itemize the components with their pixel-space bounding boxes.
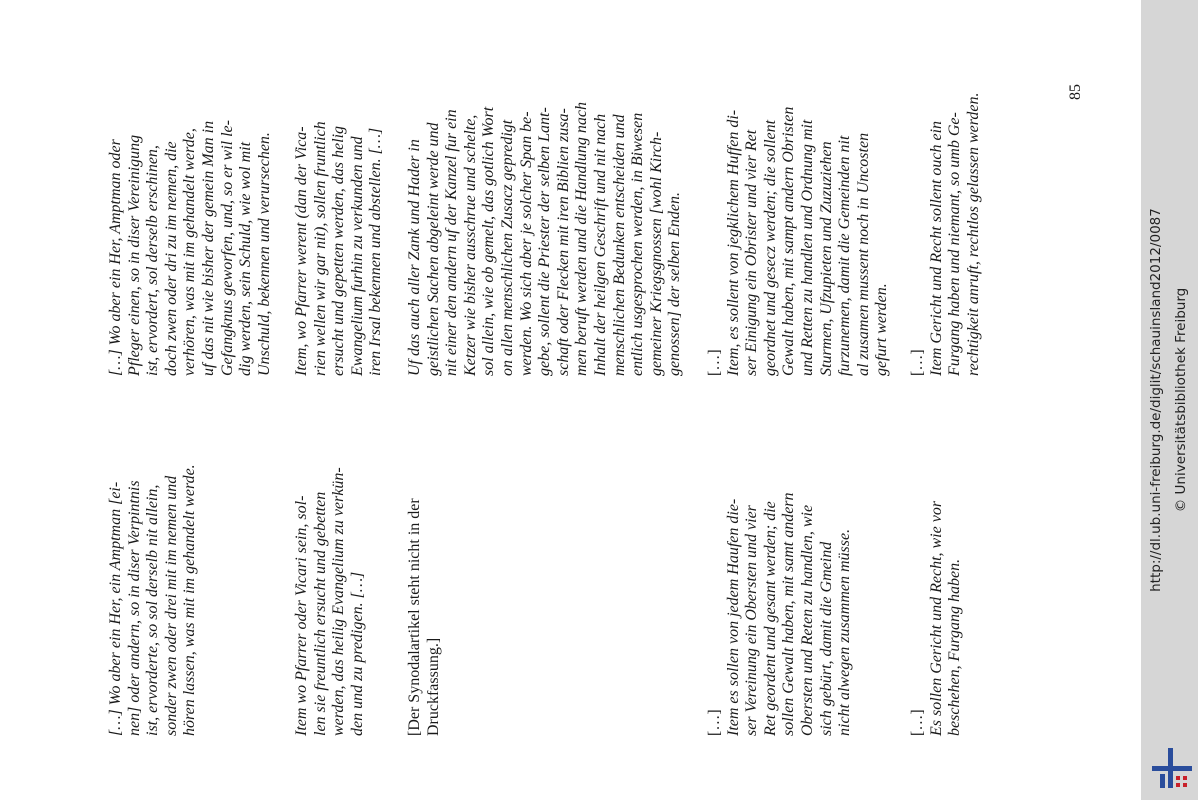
left-paragraph-4	[706, 492, 855, 736]
left-paragraph-5-text: Es sollen Gericht und Recht, wie vor beschehen, Furgang haben.	[927, 500, 964, 736]
library-logo-icon	[1150, 746, 1194, 790]
right-paragraph-4	[706, 107, 892, 376]
right-paragraph-5	[909, 93, 983, 377]
ellipsis-mark: […]	[909, 709, 926, 736]
left-paragraph-1: […] Wo aber ein Her, ein Amptman [ei- nen] oder andern, so in diser Verpintnis ist, ervorderte, so sol derselb nit allein, sonder zwen oder drei mit im nemen und hören lassen, was mit im gehandelt werde.	[107, 464, 199, 736]
repository-info-strip	[1141, 0, 1198, 800]
left-paragraph-4-text: Item es sollen von jedem Haufen die- ser Vereinung ein Obersten und vier Ret geordent und gesant werden; die sollen Gewalt haben, mit samt andern Obersten und Reten zu handlen, wie sich gebürt, damit die Gmeind nicht alwegen zusammen müsse.	[724, 492, 854, 736]
right-paragraph-2: Item, wo Pfarrer werent (dan der Vica- rien wellen wir gar nit), sollen fruntlich ersucht und gepetten werden, das helig Ewangelium furhin zu verkunden und iren Irsal bekennen und abstellen. […]	[293, 121, 385, 376]
ellipsis-mark: […]	[706, 709, 723, 736]
repository-info-text	[1141, 0, 1198, 800]
right-paragraph-5-text: Item Gericht und Recht sollent ouch ein Furgang haben und niemant, so umb Ge- rechtigkeit anruft, rechtlos gelassen werden.	[927, 92, 982, 376]
left-paragraph-3: [Der Synodalartikel steht nicht in der Druckfassung.]	[406, 498, 442, 736]
ellipsis-mark: […]	[706, 349, 723, 376]
copyright-notice: © Universitätsbibliothek Freiburg	[1173, 287, 1189, 513]
right-paragraph-4-text: Item, es sollent von jegklichem Huffen di- ser Einigung ein Obrister und vier Ret geordnet und gesecz werden; die sollent Gewalt haben, mit sampt andern Obristen und Retten zu handlen und Ordnung mit Sturmen, Ufzupieten und Zuzuziehen furzunemen, damit die Gemeinden nit al zusamen mussent noch in Uncosten gefurt werden.	[724, 106, 891, 376]
left-paragraph-5	[909, 501, 965, 736]
ellipsis-mark: […]	[909, 349, 926, 376]
right-paragraph-3: Uf das auch aller Zank und Hader in geistlichen Sachen abgeleint werde und nit einer den andern uf der Kanzel fur ein Ketzer wie bisher ausschrue und schelte, sol allein, wie ob gemelt, das gotlich Wort on allen menschlichen Zusacz gepredigt werden. Wo sich aber je solcher Span be- gebe, sollent die Priester der selben Lant- schaft oder Flecken mit iren Biblien zusa- men beruft werden und die Handlung nach Inhalt der heilgen Geschrift und nit nach menschlichen Bedunken entscheiden und entlich usgesprochen werden, in Biwesen gemeiner Kriegsgnossen [wohl Kirch- genossen] der selben Enden.	[406, 101, 684, 376]
permalink-url[interactable]: http://dl.ub.uni-freiburg.de/diglit/schauinsland2012/0087	[1148, 208, 1164, 592]
left-paragraph-2: Item wo Pfarrer oder Vicari sein, sol- len sie freuntlich ersucht und gebetten werden, das heilig Evangelium zu verkün- den und zu predigen. […]	[293, 467, 366, 736]
page-number: 85	[1067, 84, 1084, 100]
right-paragraph-1: […] Wo aber ein Her, Amptman oder Pfleger einen, so in diser Vereinigung ist, ervordert, sol derselb erschinen, doch zwen oder dri zu im nemen, die verhören, was mit im gehandelt werde, uf das nit wie bisher der gemein Man in Gefangknus geworfen, und, so er wil le- dig werden, sein Schuld, wie wol mit Unschuld, bekennen und verursechen.	[107, 120, 273, 376]
